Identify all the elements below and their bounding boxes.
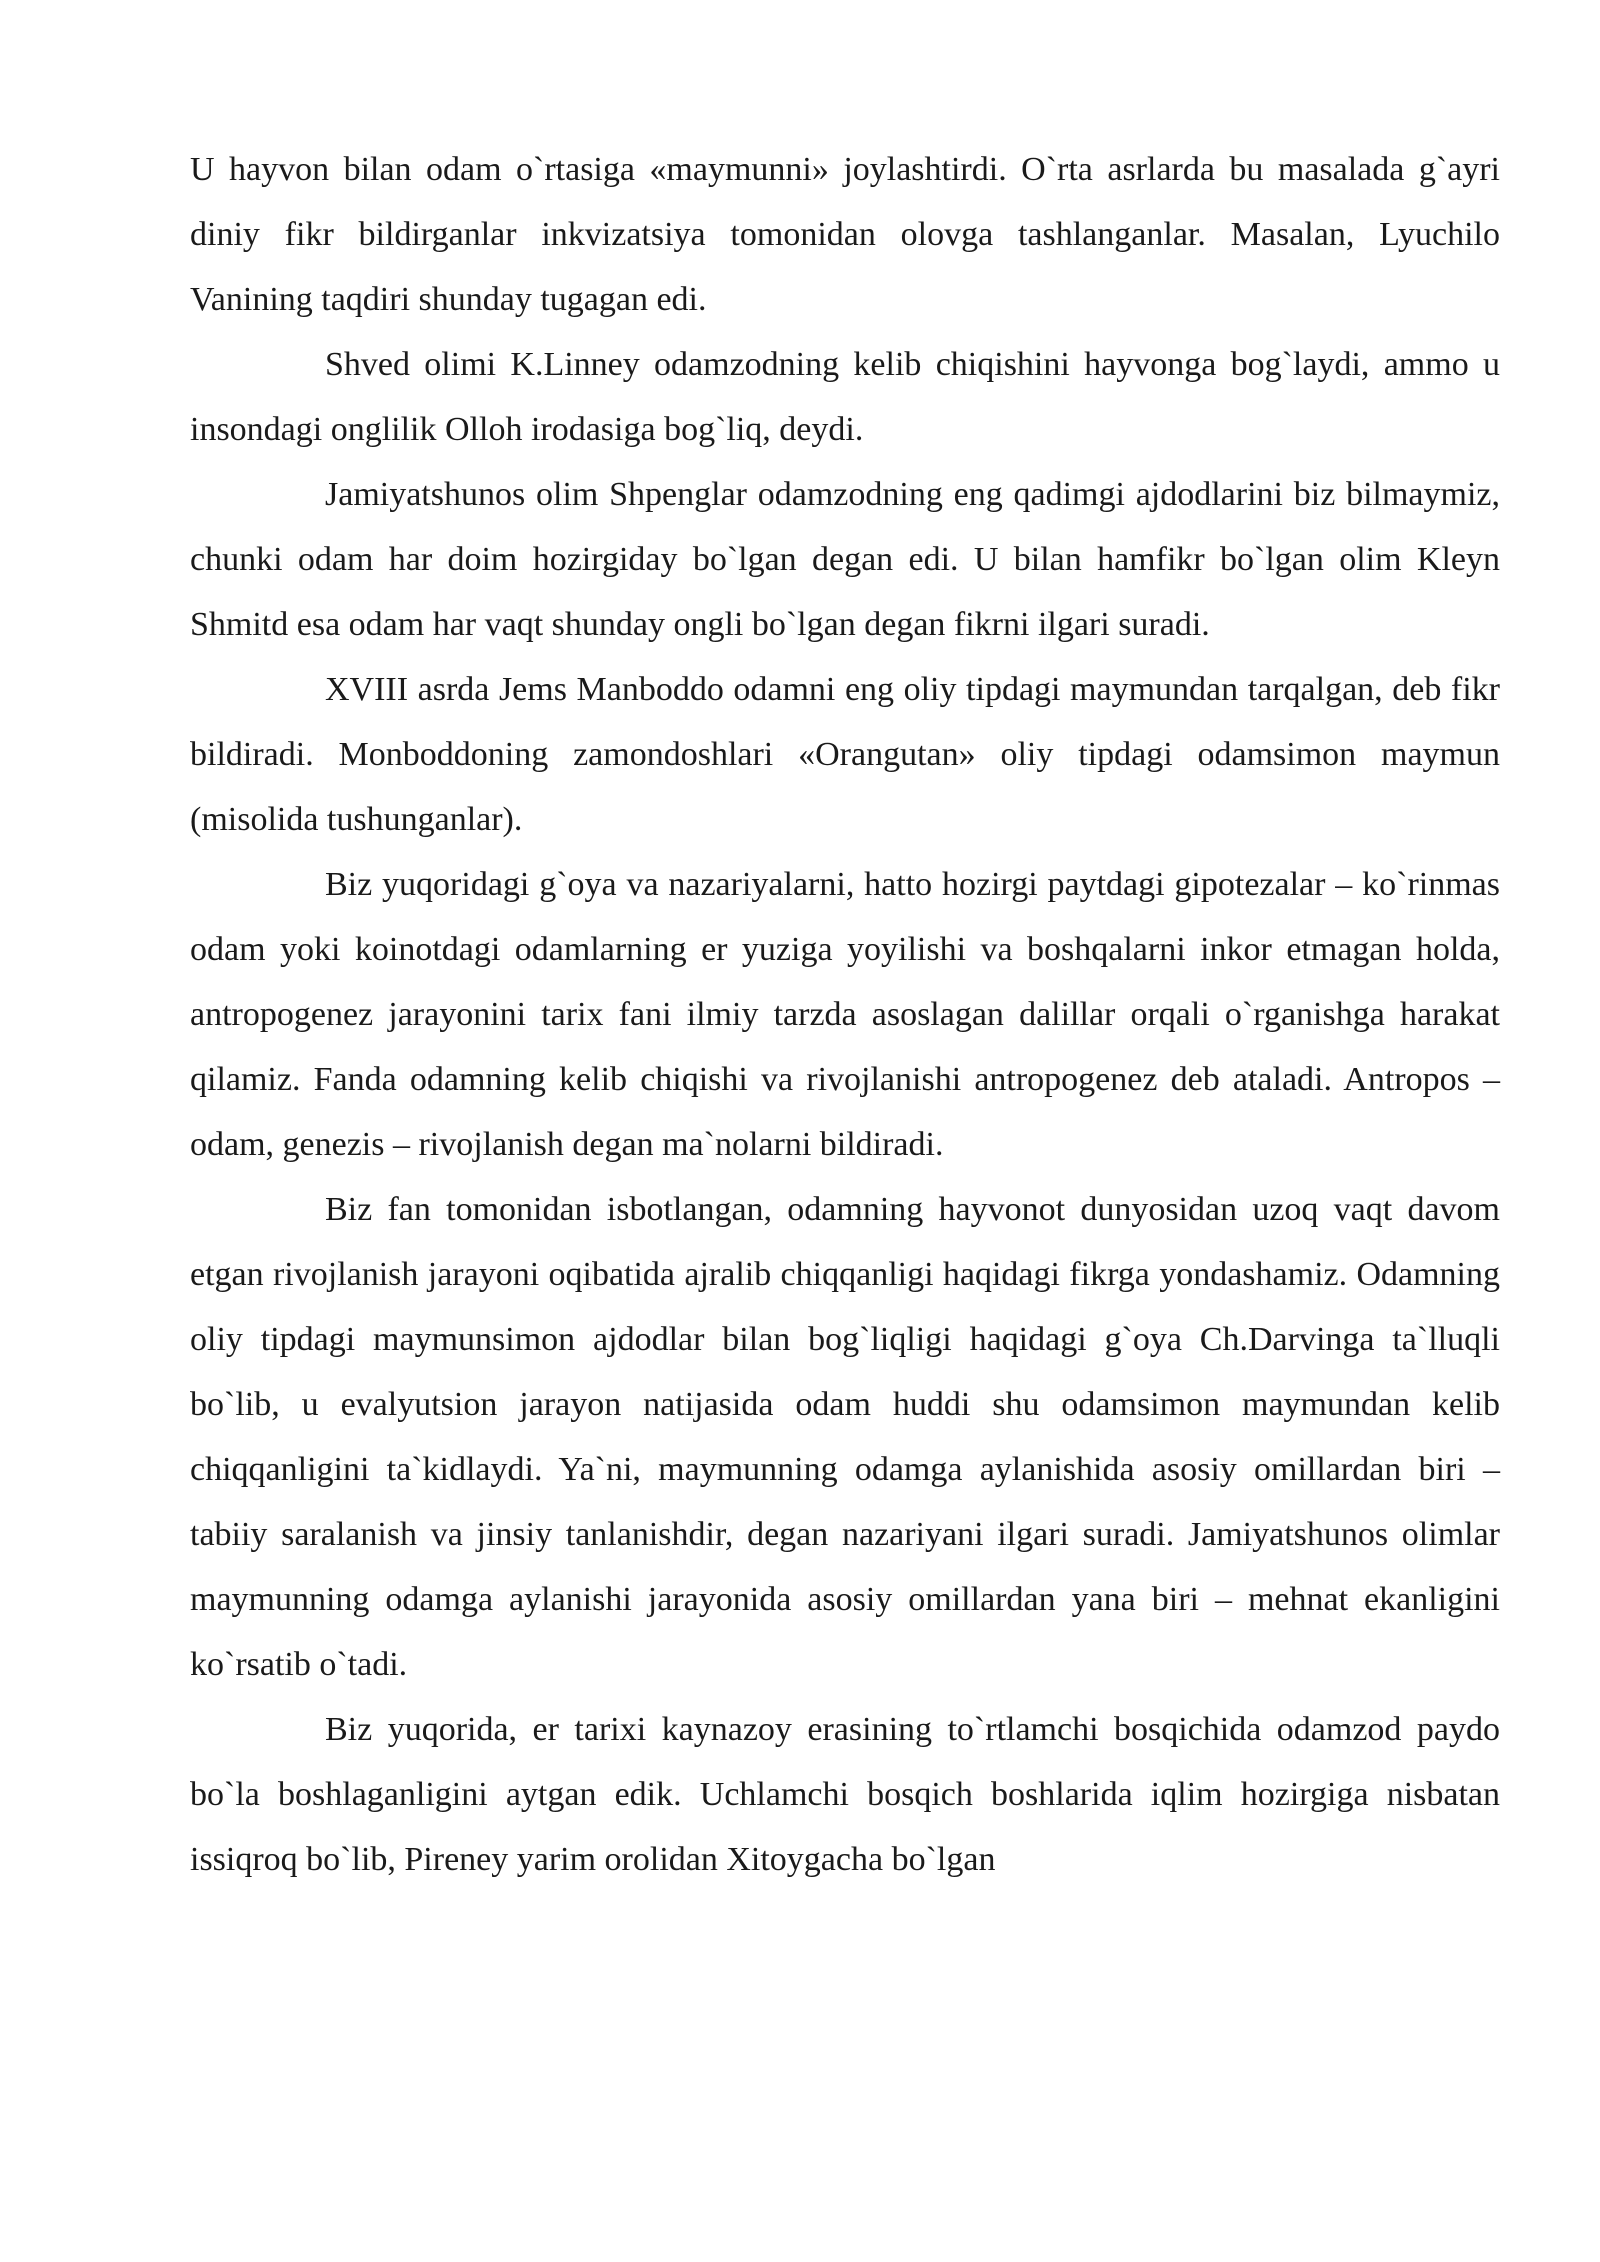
body-text xyxy=(190,137,1500,1892)
paragraph-3: Jamiyatshunos olim Shpenglar odamzodning eng qadimgi ajdodlarini biz bilmaymiz, chunki odam har doim hozirgiday bo`lgan degan edi. U bilan hamfikr bo`lgan olim Kleyn Shmitd esa odam har vaqt shunday ongli bo`lgan degan fikrni ilgari suradi. xyxy=(190,476,1500,643)
paragraph-7: Biz yuqorida, er tarixi kaynazoy erasining to`rtlamchi bosqichida odamzod paydo bo`la boshlaganligini aytgan edik. Uchlamchi bosqich boshlarida iqlim hozirgiga nisbatan issiqroq bo`lib, Pireney yarim orolidan Xitoygacha bo`lgan xyxy=(190,1711,1500,1878)
paragraph-4: XVIII asrda Jems Manboddo odamni eng oliy tipdagi maymundan tarqalgan, deb fikr bildiradi. Monboddoning zamondoshlari «Orangutan» oliy tipdagi odamsimon maymun (misolida tushunganlar). xyxy=(190,671,1500,838)
paragraph-6: Biz fan tomonidan isbotlangan, odamning hayvonot dunyosidan uzoq vaqt davom etgan rivojlanish jarayoni oqibatida ajralib chiqqanligi haqidagi fikrga yondashamiz. Odamning oliy tipdagi maymunsimon ajdodlar bilan bog`liqligi haqidagi g`oya Ch.Darvinga ta`lluqli bo`lib, u evalyutsion jarayon natijasida odam huddi shu odamsimon maymundan kelib chiqqanligini ta`kidlaydi. Ya`ni, maymunning odamga aylanishida asosiy omillardan biri – tabiiy saralanish va jinsiy tanlanishdir, degan nazariyani ilgari suradi. Jamiyatshunos olimlar maymunning odamga aylanishi jarayonida asosiy omillardan yana biri – mehnat ekanligini ko`rsatib o`tadi. xyxy=(190,1191,1500,1683)
paragraph-1: U hayvon bilan odam o`rtasiga «maymunni» joylashtirdi. O`rta asrlarda bu masalada g`ayri diniy fikr bildirganlar inkvizatsiya tomonidan olovga tashlanganlar. Masalan, Lyuchilo Vanining taqdiri shunday tugagan edi. xyxy=(190,151,1500,318)
paragraph-5: Biz yuqoridagi g`oya va nazariyalarni, hatto hozirgi paytdagi gipotezalar – ko`rinmas odam yoki koinotdagi odamlarning er yuziga yoyilishi va boshqalarni inkor etmagan holda, antropogenez jarayonini tarix fani ilmiy tarzda asoslagan dalillar orqali o`rganishga harakat qilamiz. Fanda odamning kelib chiqishi va rivojlanishi antropogenez deb ataladi. Antropos – odam, genezis – rivojlanish degan ma`nolarni bildiradi. xyxy=(190,866,1500,1163)
paragraph-2: Shved olimi K.Linney odamzodning kelib chiqishini hayvonga bog`laydi, ammo u insondagi onglilik Olloh irodasiga bog`liq, deydi. xyxy=(190,346,1500,448)
